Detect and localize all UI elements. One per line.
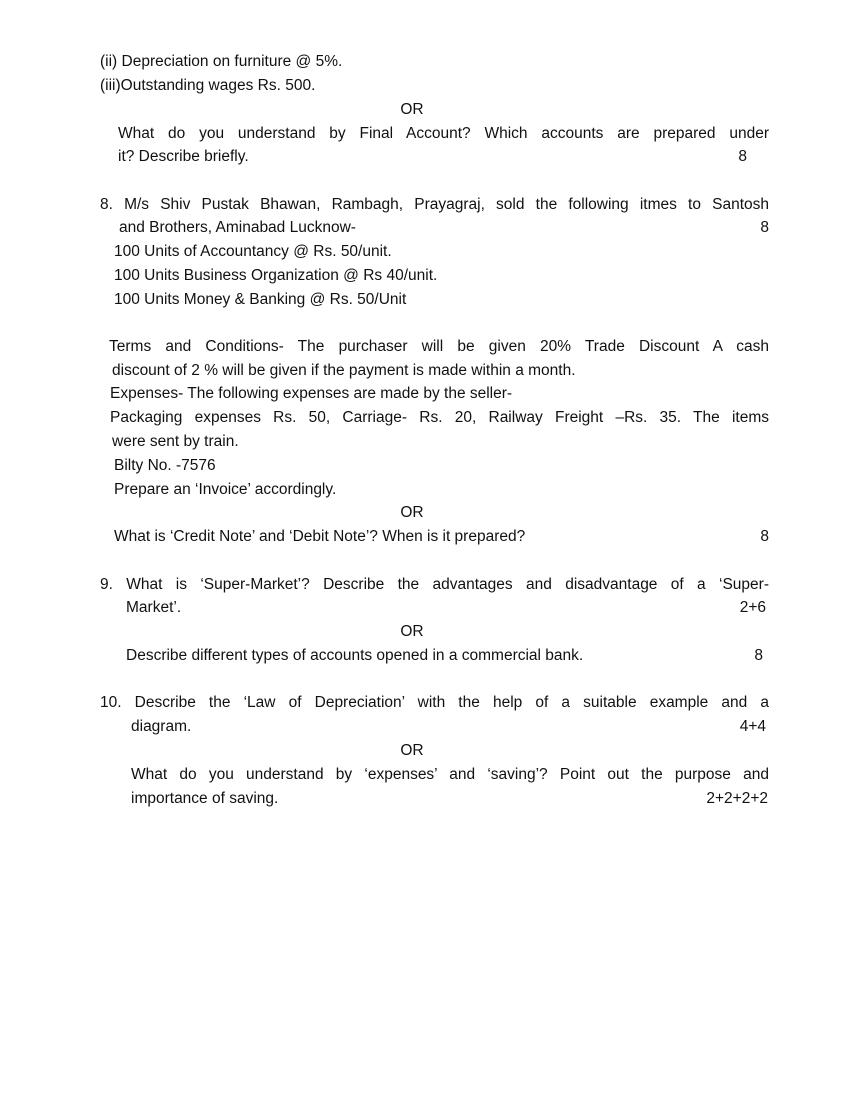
q7-alt-line2: it? Describe briefly. (118, 148, 249, 165)
q9-marks: 2+6 (739, 599, 766, 616)
q8-expenses-line2: Packaging expenses Rs. 50, Carriage- Rs. 20, Railway Freight –Rs. 35. The items (110, 409, 769, 426)
q7-alt-marks: 8 (738, 148, 747, 165)
q8-or: OR (400, 504, 424, 521)
q8-marks: 8 (760, 219, 769, 236)
q7-or: OR (400, 101, 424, 118)
q9-line1: 9. What is ‘Super-Market’? Describe the advantages and disadvantage of a ‘Super- (100, 576, 769, 593)
q8-bilty: Bilty No. -7576 (114, 457, 216, 474)
q10-alt-line2: importance of saving. (131, 790, 279, 807)
q10-alt-marks: 2+2+2+2 (706, 790, 768, 807)
q8-alt-marks: 8 (760, 528, 769, 545)
q8-expenses-line3: were sent by train. (112, 433, 239, 450)
q8-terms-line2: discount of 2 % will be given if the payment is made within a month. (112, 362, 576, 379)
q8-prepare: Prepare an ‘Invoice’ accordingly. (114, 481, 337, 498)
q8-item: 100 Units Money & Banking @ Rs. 50/Unit (114, 291, 407, 308)
q9-line2: Market’. (126, 599, 182, 616)
q8-alt: What is ‘Credit Note’ and ‘Debit Note’? When is it prepared? (114, 528, 526, 545)
q7-item-ii: (ii) Depreciation on furniture @ 5%. (100, 53, 343, 70)
q8-line1: 8. M/s Shiv Pustak Bhawan, Rambagh, Prayagraj, sold the following itmes to Santosh (100, 196, 769, 213)
q8-expenses-line1: Expenses- The following expenses are made by the seller- (110, 385, 513, 402)
q8-line2: and Brothers, Aminabad Lucknow- (119, 219, 356, 236)
q9-or: OR (400, 623, 424, 640)
q7-item-iii: (iii)Outstanding wages Rs. 500. (100, 77, 316, 94)
q8-item: 100 Units of Accountancy @ Rs. 50/unit. (114, 243, 392, 260)
q10-alt-line1: What do you understand by ‘expenses’ and ‘saving’? Point out the purpose and (131, 766, 769, 783)
q7-alt-line1: What do you understand by Final Account? Which accounts are prepared under (118, 125, 769, 142)
q10-marks: 4+4 (739, 718, 766, 735)
q10-line1: 10. Describe the ‘Law of Depreciation’ with the help of a suitable example and a (100, 694, 769, 711)
q9-alt: Describe different types of accounts opened in a commercial bank. (126, 647, 584, 664)
q10-or: OR (400, 742, 424, 759)
q9-alt-marks: 8 (754, 647, 763, 664)
q8-terms-line1: Terms and Conditions- The purchaser will be given 20% Trade Discount A cash (109, 338, 769, 355)
q8-item: 100 Units Business Organization @ Rs 40/unit. (114, 267, 438, 284)
q10-line2: diagram. (131, 718, 192, 735)
